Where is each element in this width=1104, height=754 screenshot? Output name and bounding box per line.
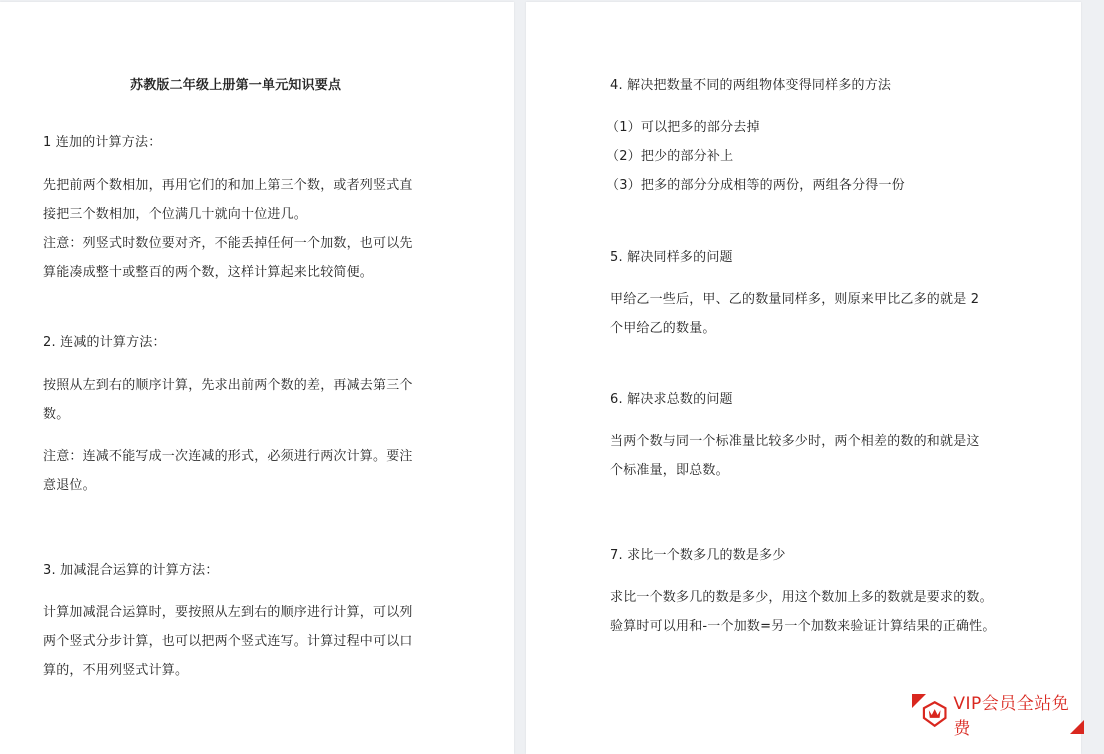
paragraph-line: 验算时可以用和-一个加数=另一个加数来验证计算结果的正确性。 xyxy=(610,619,996,634)
paragraph-line: 两个竖式分步计算，也可以把两个竖式连写。计算过程中可以口 xyxy=(43,634,413,649)
paragraph-line: 意退位。 xyxy=(43,478,96,493)
paragraph-line: 注意：连减不能写成一次连减的形式，必须进行两次计算。要注 xyxy=(43,449,413,464)
paragraph-line: 按照从左到右的顺序计算，先求出前两个数的差，再减去第三个 xyxy=(43,378,413,393)
paragraph-line: 求比一个数多几的数是多少，用这个数加上多的数就是要求的数。 xyxy=(610,590,993,605)
paragraph-line: 个标准量，即总数。 xyxy=(610,463,729,478)
list-item: （3）把多的部分分成相等的两份，两组各分得一份 xyxy=(606,178,905,193)
section-heading: 6. 解决求总数的问题 xyxy=(610,392,733,407)
section-heading: 3. 加减混合运算的计算方法： xyxy=(43,563,219,578)
paragraph-line: 算能凑成整十或整百的两个数，这样计算起来比较简便。 xyxy=(43,265,374,280)
left-page xyxy=(0,2,514,754)
paragraph-line: 注意：列竖式时数位要对齐，不能丢掉任何一个加数，也可以先 xyxy=(43,236,413,251)
badge-corner-top-left xyxy=(912,694,926,708)
section-heading: 1 连加的计算方法： xyxy=(43,135,162,150)
section-heading: 2. 连减的计算方法： xyxy=(43,335,166,350)
list-item: （1）可以把多的部分去掉 xyxy=(606,120,760,135)
paragraph-line: 甲给乙一些后，甲、乙的数量同样多，则原来甲比乙多的就是 2 xyxy=(610,292,980,307)
watermark-text: VIP会员全站免费 xyxy=(953,694,1070,739)
paragraph-line: 个甲给乙的数量。 xyxy=(610,321,716,336)
paragraph-line: 计算加减混合运算时，要按照从左到右的顺序进行计算，可以列 xyxy=(43,605,413,620)
section-heading: 5. 解决同样多的问题 xyxy=(610,250,733,265)
list-item: （2）把少的部分补上 xyxy=(606,149,734,164)
paragraph-line: 数。 xyxy=(43,407,70,422)
paragraph-line: 算的，不用列竖式计算。 xyxy=(43,663,189,678)
paragraph-line: 接把三个数相加，个位满几十就向十位进几。 xyxy=(43,207,308,222)
badge-corner-bottom-right xyxy=(1070,720,1084,734)
paragraph-line: 当两个数与同一个标准量比较多少时，两个相差的数的和就是这 xyxy=(610,434,980,449)
section-heading: 4. 解决把数量不同的两组物体变得同样多的方法 xyxy=(610,78,892,93)
section-heading: 7. 求比一个数多几的数是多少 xyxy=(610,548,786,563)
document-title: 苏教版二年级上册第一单元知识要点 xyxy=(130,78,342,93)
right-page xyxy=(526,2,1081,754)
paragraph-line: 先把前两个数相加，再用它们的和加上第三个数，或者列竖式直 xyxy=(43,178,413,193)
vip-watermark-badge[interactable] xyxy=(912,694,1084,739)
